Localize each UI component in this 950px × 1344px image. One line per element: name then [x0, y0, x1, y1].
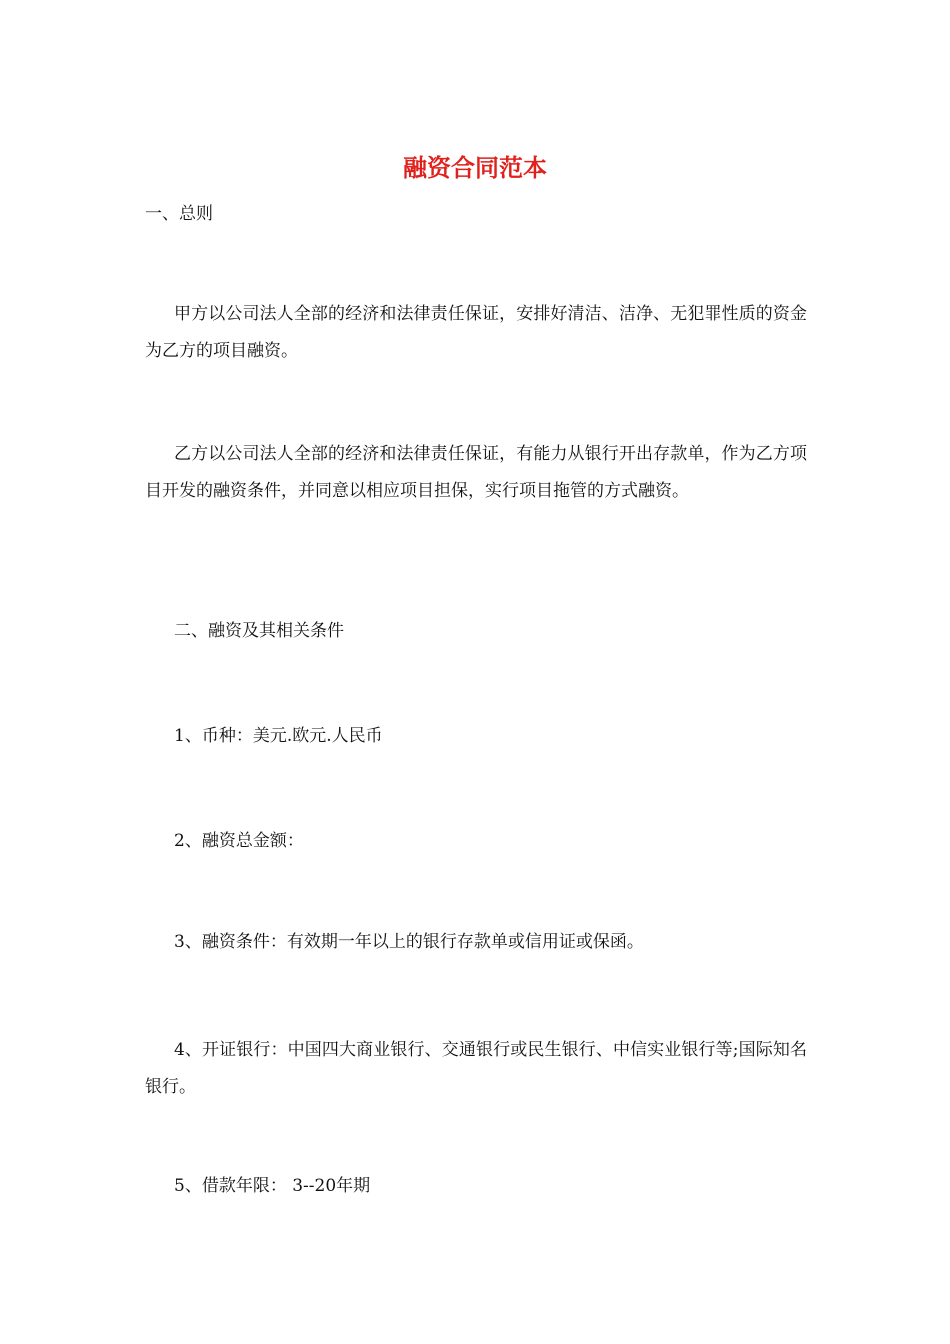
paragraph-party-b: 乙方以公司法人全部的经济和法律责任保证，有能力从银行开出存款单，作为乙方项目开发的融资条件，并同意以相应项目担保，实行项目拖管的方式融资。 — [145, 444, 807, 501]
section-heading-financing-conditions: 二、融资及其相关条件 — [174, 621, 344, 641]
list-item-financing-conditions: 3、融资条件：有效期一年以上的银行存款单或信用证或保函。 — [174, 932, 644, 952]
list-item-currency: 1、币种：美元.欧元.人民币 — [174, 726, 383, 746]
document-title: 融资合同范本 — [403, 153, 547, 182]
list-item-issuing-bank: 4、开证银行：中国四大商业银行、交通银行或民生银行、中信实业银行等;国际知名银行。 — [145, 1040, 807, 1097]
paragraph-party-a: 甲方以公司法人全部的经济和法律责任保证，安排好清洁、洁净、无犯罪性质的资金为乙方的项目融资。 — [145, 304, 807, 361]
list-item-loan-term: 5、借款年限： 3--20年期 — [174, 1176, 371, 1196]
list-item-total-amount: 2、融资总金额： — [174, 831, 304, 851]
section-heading-general: 一、总则 — [145, 204, 213, 224]
